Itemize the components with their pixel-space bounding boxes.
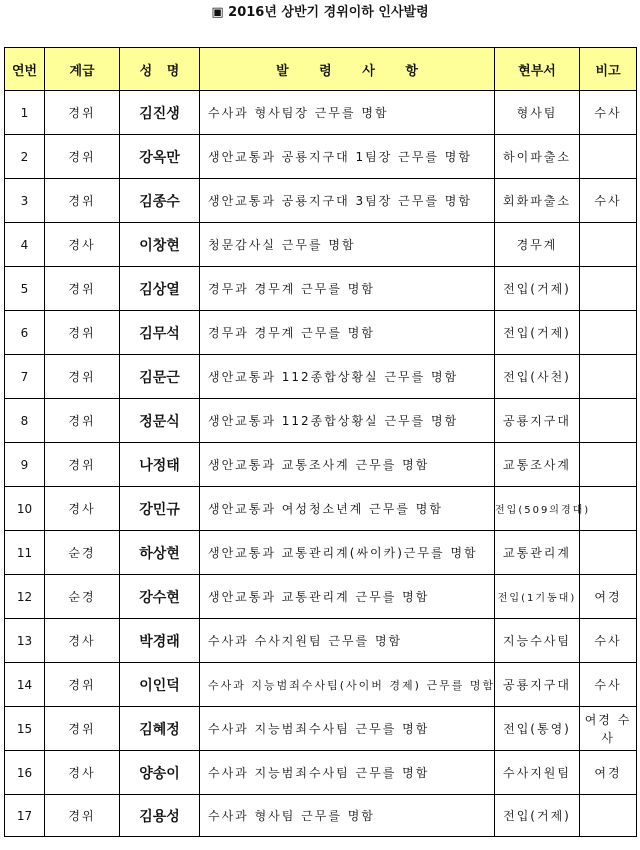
cell-rank: 경사 <box>45 619 120 663</box>
cell-name: 양송이 <box>120 751 200 795</box>
cell-no: 12 <box>5 575 45 619</box>
cell-note <box>580 267 637 311</box>
cell-detail: 수사과 형사팀 근무를 명함 <box>200 795 495 837</box>
cell-name: 나정태 <box>120 443 200 487</box>
cell-detail: 생안교통과 교통관리계 근무를 명함 <box>200 575 495 619</box>
personnel-table <box>4 47 637 837</box>
cell-note: 여경 <box>580 751 637 795</box>
table-row <box>5 619 637 663</box>
table-row <box>5 795 637 837</box>
cell-no: 14 <box>5 663 45 707</box>
cell-detail: 수사과 수사지원팀 근무를 명함 <box>200 619 495 663</box>
cell-dept: 회화파출소 <box>495 179 580 223</box>
cell-name: 김용성 <box>120 795 200 837</box>
cell-dept: 전입(509의경대) <box>495 487 580 531</box>
cell-detail: 수사과 지능범죄수사팀(사이버 경제) 근무를 명함 <box>200 663 495 707</box>
cell-dept: 전입(거제) <box>495 267 580 311</box>
cell-dept: 교통조사계 <box>495 443 580 487</box>
cell-dept: 교통관리계 <box>495 531 580 575</box>
cell-name: 정문식 <box>120 399 200 443</box>
header-detail: 발 령 사 항 <box>200 48 495 91</box>
cell-name: 김종수 <box>120 179 200 223</box>
cell-rank: 경위 <box>45 91 120 135</box>
cell-name: 이인덕 <box>120 663 200 707</box>
cell-note: 수사 <box>580 179 637 223</box>
cell-detail: 생안교통과 교통조사계 근무를 명함 <box>200 443 495 487</box>
table-row <box>5 487 637 531</box>
cell-note: 수사 <box>580 619 637 663</box>
table-row <box>5 531 637 575</box>
table-row <box>5 311 637 355</box>
table-row <box>5 663 637 707</box>
cell-name: 김혜정 <box>120 707 200 751</box>
cell-no: 5 <box>5 267 45 311</box>
cell-note <box>580 311 637 355</box>
cell-note <box>580 399 637 443</box>
cell-detail: 생안교통과 112종합상황실 근무를 명함 <box>200 399 495 443</box>
cell-note: 수사 <box>580 663 637 707</box>
cell-dept: 공룡지구대 <box>495 663 580 707</box>
cell-note <box>580 223 637 267</box>
cell-dept: 하이파출소 <box>495 135 580 179</box>
cell-name: 하상현 <box>120 531 200 575</box>
cell-no: 10 <box>5 487 45 531</box>
cell-dept: 경무계 <box>495 223 580 267</box>
cell-detail: 경무과 경무계 근무를 명함 <box>200 311 495 355</box>
cell-no: 3 <box>5 179 45 223</box>
cell-rank: 경위 <box>45 399 120 443</box>
cell-dept: 전입(거제) <box>495 311 580 355</box>
cell-rank: 경위 <box>45 443 120 487</box>
cell-detail: 생안교통과 공룡지구대 1팀장 근무를 명함 <box>200 135 495 179</box>
cell-no: 13 <box>5 619 45 663</box>
table-row <box>5 91 637 135</box>
cell-note <box>580 355 637 399</box>
cell-rank: 경사 <box>45 487 120 531</box>
cell-no: 11 <box>5 531 45 575</box>
header-dept: 현부서 <box>495 48 580 91</box>
cell-rank: 경위 <box>45 355 120 399</box>
table-row <box>5 267 637 311</box>
cell-name: 강민규 <box>120 487 200 531</box>
table-row <box>5 443 637 487</box>
table-row <box>5 223 637 267</box>
cell-note: 수사 <box>580 91 637 135</box>
cell-dept: 지능수사팀 <box>495 619 580 663</box>
cell-no: 17 <box>5 795 45 837</box>
cell-detail: 청문감사실 근무를 명함 <box>200 223 495 267</box>
cell-dept: 전입(1기동대) <box>495 575 580 619</box>
cell-name: 이창현 <box>120 223 200 267</box>
cell-dept: 전입(사천) <box>495 355 580 399</box>
document-title: ▣ 2016년 상반기 경위이하 인사발령 <box>211 5 429 20</box>
cell-detail: 수사과 형사팀장 근무를 명함 <box>200 91 495 135</box>
cell-rank: 경사 <box>45 223 120 267</box>
cell-rank: 경위 <box>45 707 120 751</box>
cell-rank: 경위 <box>45 179 120 223</box>
cell-no: 7 <box>5 355 45 399</box>
cell-note: 여경 <box>580 575 637 619</box>
cell-detail: 경무과 경무계 근무를 명함 <box>200 267 495 311</box>
cell-no: 1 <box>5 91 45 135</box>
cell-no: 15 <box>5 707 45 751</box>
header-note: 비고 <box>580 48 637 91</box>
table-row <box>5 179 637 223</box>
cell-no: 4 <box>5 223 45 267</box>
cell-note <box>580 443 637 487</box>
cell-note <box>580 795 637 837</box>
cell-rank: 경사 <box>45 751 120 795</box>
cell-detail: 생안교통과 공룡지구대 3팀장 근무를 명함 <box>200 179 495 223</box>
cell-detail: 생안교통과 112종합상황실 근무를 명함 <box>200 355 495 399</box>
cell-name: 박경래 <box>120 619 200 663</box>
table-row <box>5 751 637 795</box>
cell-name: 강수현 <box>120 575 200 619</box>
header-rank: 계급 <box>45 48 120 91</box>
cell-dept: 공룡지구대 <box>495 399 580 443</box>
header-no: 연번 <box>5 48 45 91</box>
cell-name: 김무석 <box>120 311 200 355</box>
cell-dept: 전입(통영) <box>495 707 580 751</box>
cell-rank: 순경 <box>45 575 120 619</box>
cell-name: 김진생 <box>120 91 200 135</box>
cell-detail: 수사과 지능범죄수사팀 근무를 명함 <box>200 707 495 751</box>
cell-rank: 순경 <box>45 531 120 575</box>
cell-dept: 수사지원팀 <box>495 751 580 795</box>
cell-detail: 생안교통과 여성청소년계 근무를 명함 <box>200 487 495 531</box>
cell-rank: 경위 <box>45 267 120 311</box>
table-row <box>5 575 637 619</box>
cell-name: 김문근 <box>120 355 200 399</box>
cell-note <box>580 135 637 179</box>
cell-name: 강옥만 <box>120 135 200 179</box>
table-body <box>5 91 637 837</box>
cell-no: 9 <box>5 443 45 487</box>
cell-no: 16 <box>5 751 45 795</box>
cell-rank: 경위 <box>45 663 120 707</box>
header-name: 성 명 <box>120 48 200 91</box>
cell-dept: 형사팀 <box>495 91 580 135</box>
table-row <box>5 399 637 443</box>
cell-note: 여경 수사 <box>580 707 637 751</box>
cell-no: 2 <box>5 135 45 179</box>
cell-detail: 생안교통과 교통관리계(싸이카)근무를 명함 <box>200 531 495 575</box>
cell-detail: 수사과 지능범죄수사팀 근무를 명함 <box>200 751 495 795</box>
table-row <box>5 355 637 399</box>
table-row <box>5 135 637 179</box>
table-header-row <box>5 48 637 91</box>
cell-dept: 전입(거제) <box>495 795 580 837</box>
cell-name: 김상열 <box>120 267 200 311</box>
cell-rank: 경위 <box>45 311 120 355</box>
cell-no: 8 <box>5 399 45 443</box>
cell-rank: 경위 <box>45 135 120 179</box>
table-row <box>5 707 637 751</box>
cell-note <box>580 531 637 575</box>
cell-no: 6 <box>5 311 45 355</box>
cell-rank: 경위 <box>45 795 120 837</box>
